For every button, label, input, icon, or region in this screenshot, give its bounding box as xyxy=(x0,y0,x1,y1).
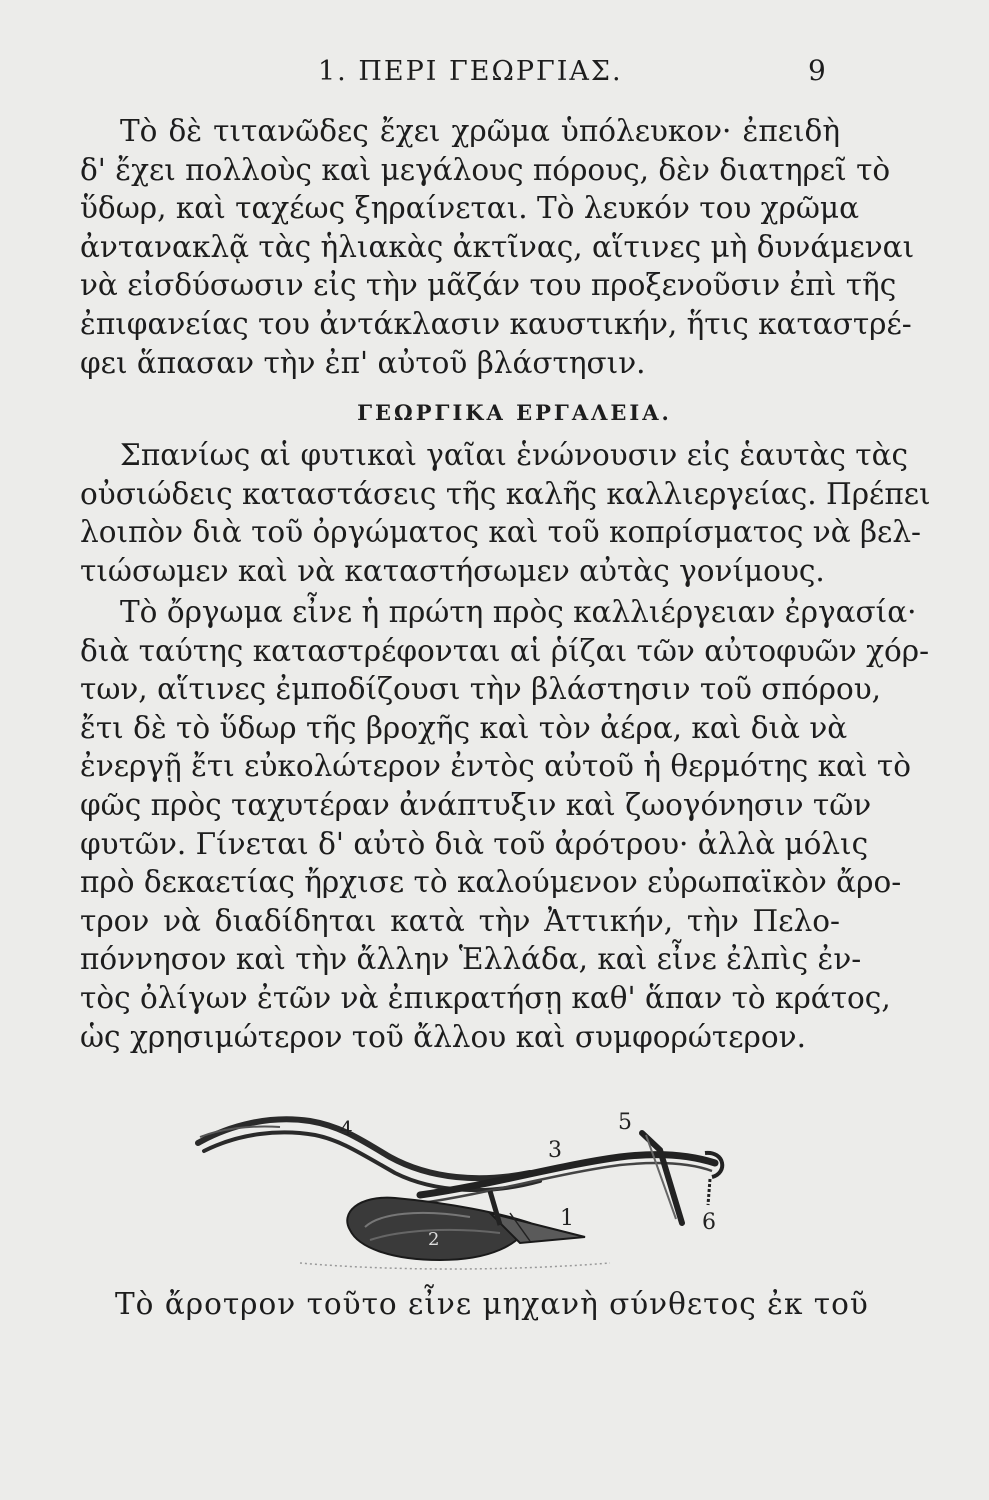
final-line: Τὸ ἄροτρον τοῦτο εἶνε μηχανὴ σύνθετος ἐκ τοῦ xyxy=(115,1287,869,1321)
text-line: ἐνεργῇ ἔτι εὐκολώτερον ἐντὸς αὐτοῦ ἡ θερμότης καὶ τὸ xyxy=(80,749,911,784)
text-line: ἔτι δὲ τὸ ὕδωρ τῆς βροχῆς καὶ τὸν ἀέρα, καὶ διὰ νὰ xyxy=(80,710,848,745)
text-line: Σπανίως αἱ φυτικαὶ γαῖαι ἑνώνουσιν εἰς ἑαυτὰς τὰς xyxy=(120,438,909,472)
figure-label-6: 6 xyxy=(702,1210,716,1235)
figure-label-2: 2 xyxy=(428,1229,440,1250)
final-line-block xyxy=(115,1285,869,1324)
plough-illustration xyxy=(190,1095,750,1285)
figure-label-1: 1 xyxy=(560,1206,574,1231)
figure-label-4: 4 xyxy=(340,1116,353,1140)
text-line: φῶς πρὸς ταχυτέραν ἀνάπτυξιν καὶ ζωογόνησιν τῶν xyxy=(80,787,872,822)
text-line: ἀντανακλᾷ τὰς ἡλιακὰς ἀκτῖνας, αἵτινες μὴ δυνάμεναι xyxy=(80,229,915,264)
section-heading: ΓΕΩΡΓΙΚΑ ΕΡΓΑΛΕΙΑ. xyxy=(357,400,672,425)
text-line: διὰ ταύτης καταστρέφονται αἱ ῥίζαι τῶν αὐτοφυῶν χόρ- xyxy=(80,633,930,668)
text-line: τρον νὰ διαδίδηται κατὰ τὴν Ἀττικήν, τὴν Πελο- xyxy=(80,903,840,938)
text-line: ὡς χρησιμώτερον τοῦ ἄλλου καὶ συμφορώτερον. xyxy=(80,1019,806,1054)
paragraph-3 xyxy=(80,593,930,1056)
text-line: πρὸ δεκαετίας ἤρχισε τὸ καλούμενον εὐρωπαϊκὸν ἄρο- xyxy=(80,865,902,900)
text-line: νὰ εἰσδύσωσιν εἰς τὴν μᾶζάν του προξενοῦσιν ἐπὶ τῆς xyxy=(80,268,897,303)
text-line: δ' ἔχει πολλοὺς καὶ μεγάλους πόρους, δὲν διατηρεῖ τὸ xyxy=(80,152,891,187)
text-line: φυτῶν. Γίνεται δ' αὐτὸ διὰ τοῦ ἀρότρου· ἀλλὰ μόλις xyxy=(80,826,869,861)
paragraph-2 xyxy=(80,436,931,590)
page-header-title: 1. ΠΕΡΙ ΓΕΩΡΓΙΑΣ. xyxy=(318,56,623,87)
text-line: ὕδωρ, καὶ ταχέως ξηραίνεται. Τὸ λευκόν του χρῶμα xyxy=(80,191,860,226)
text-line: λοιπὸν διὰ τοῦ ὀργώματος καὶ τοῦ κοπρίσματος νὰ βελ- xyxy=(80,515,921,550)
figure-label-3: 3 xyxy=(548,1138,562,1163)
figure-label-5: 5 xyxy=(618,1110,632,1135)
running-head xyxy=(0,52,989,92)
text-line: Τὸ δὲ τιτανῶδες ἔχει χρῶμα ὑπόλευκον· ἐπειδὴ xyxy=(120,114,840,148)
text-line: φει ἅπασαν τὴν ἐπ' αὐτοῦ βλάστησιν. xyxy=(80,345,646,380)
text-line: οὐσιώδεις καταστάσεις τῆς καλῆς καλλιεργείας. Πρέπει xyxy=(80,476,931,511)
text-line: πόννησον καὶ τὴν ἄλλην Ἑλλάδα, καὶ εἶνε ἐλπὶς ἐν- xyxy=(80,942,862,977)
text-line: τὸς ὀλίγων ἐτῶν νὰ ἐπικρατήσῃ καθ' ἅπαν τὸ κράτος, xyxy=(80,980,891,1015)
text-line: Τὸ ὄργωμα εἶνε ἡ πρώτη πρὸς καλλιέργειαν ἐργασία· xyxy=(120,595,917,629)
text-line: ἐπιφανείας του ἀντάκλασιν καυστικήν, ἥτις καταστρέ- xyxy=(80,306,912,341)
text-line: των, αἵτινες ἐμποδίζουσι τὴν βλάστησιν τοῦ σπόρου, xyxy=(80,672,882,707)
page-number: 9 xyxy=(808,54,826,87)
paragraph-1 xyxy=(80,112,915,382)
text-line: τιώσωμεν καὶ νὰ καταστήσωμεν αὐτὰς γονίμους. xyxy=(80,553,825,588)
